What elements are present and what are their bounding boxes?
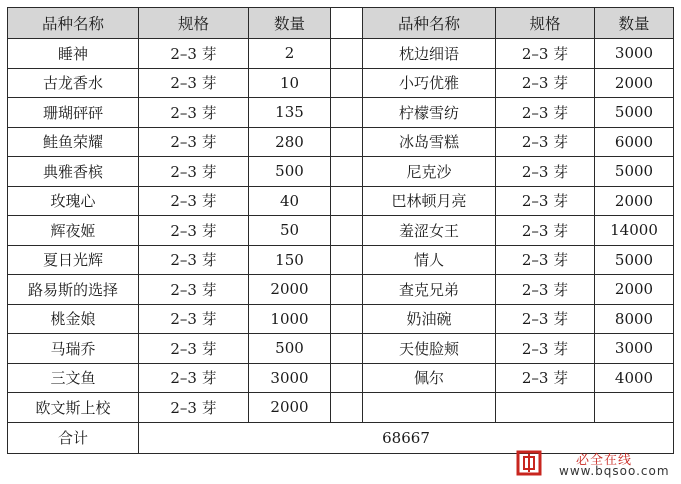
- table-row: [8, 334, 674, 364]
- watermark-url: www.bqsoo.com: [559, 464, 670, 478]
- header-spec: 规格: [139, 8, 249, 39]
- column-gap: [331, 363, 363, 393]
- table-row: [8, 157, 674, 187]
- table-row: [8, 363, 674, 393]
- quantity-cell: 150: [249, 245, 331, 275]
- spec-cell: 2–3 芽: [139, 393, 249, 423]
- spec-cell: 2–3 芽: [496, 157, 595, 187]
- header-variety-name: 品种名称: [363, 8, 496, 39]
- spec-cell: 2–3 芽: [139, 127, 249, 157]
- table-row: [8, 127, 674, 157]
- table-row: [8, 216, 674, 246]
- variety-name-cell: 奶油碗: [363, 304, 496, 334]
- variety-name-cell: 马瑞乔: [8, 334, 139, 364]
- variety-name-cell: 巴林顿月亮: [363, 186, 496, 216]
- column-gap: [331, 157, 363, 187]
- header-variety-name: 品种名称: [8, 8, 139, 39]
- variety-name-cell: 三文鱼: [8, 363, 139, 393]
- column-gap: [331, 393, 363, 423]
- table-row: [8, 186, 674, 216]
- variety-quantity-table: [7, 7, 674, 454]
- variety-name-cell: 查克兄弟: [363, 275, 496, 305]
- quantity-cell: 8000: [595, 304, 674, 334]
- variety-name-cell: 小巧优雅: [363, 68, 496, 98]
- variety-name-cell: 天使脸颊: [363, 334, 496, 364]
- column-gap: [331, 245, 363, 275]
- quantity-cell: 3000: [595, 39, 674, 69]
- column-gap: [331, 304, 363, 334]
- spec-cell: 2–3 芽: [139, 334, 249, 364]
- quantity-cell: 3000: [595, 334, 674, 364]
- spec-cell: 2–3 芽: [139, 186, 249, 216]
- spec-cell: 2–3 芽: [139, 39, 249, 69]
- table-row: [8, 39, 674, 69]
- variety-name-cell: [363, 393, 496, 423]
- spec-cell: 2–3 芽: [496, 275, 595, 305]
- variety-name-cell: 典雅香槟: [8, 157, 139, 187]
- table-row: [8, 275, 674, 305]
- variety-name-cell: 欧文斯上校: [8, 393, 139, 423]
- total-value: 68667: [139, 422, 674, 453]
- quantity-cell: 10: [249, 68, 331, 98]
- quantity-cell: 2000: [249, 393, 331, 423]
- spec-cell: 2–3 芽: [139, 216, 249, 246]
- quantity-cell: 40: [249, 186, 331, 216]
- quantity-cell: 1000: [249, 304, 331, 334]
- header-quantity: 数量: [249, 8, 331, 39]
- variety-name-cell: 情人: [363, 245, 496, 275]
- quantity-cell: 500: [249, 334, 331, 364]
- spec-cell: 2–3 芽: [496, 68, 595, 98]
- spec-cell: 2–3 芽: [139, 363, 249, 393]
- variety-name-cell: 路易斯的选择: [8, 275, 139, 305]
- variety-name-cell: 桃金娘: [8, 304, 139, 334]
- header-spec: 规格: [496, 8, 595, 39]
- quantity-cell: 2: [249, 39, 331, 69]
- quantity-cell: 5000: [595, 98, 674, 128]
- spec-cell: 2–3 芽: [139, 157, 249, 187]
- variety-name-cell: 睡神: [8, 39, 139, 69]
- quantity-cell: 500: [249, 157, 331, 187]
- spec-cell: 2–3 芽: [496, 39, 595, 69]
- quantity-cell: 14000: [595, 216, 674, 246]
- variety-name-cell: 羞涩女王: [363, 216, 496, 246]
- site-logo-icon: [516, 450, 542, 476]
- spec-cell: 2–3 芽: [496, 363, 595, 393]
- variety-name-cell: 佩尔: [363, 363, 496, 393]
- spec-cell: 2–3 芽: [496, 304, 595, 334]
- quantity-cell: 4000: [595, 363, 674, 393]
- variety-name-cell: 辉夜姬: [8, 216, 139, 246]
- spec-cell: 2–3 芽: [496, 186, 595, 216]
- column-gap: [331, 275, 363, 305]
- table-row: [8, 304, 674, 334]
- quantity-cell: 2000: [595, 68, 674, 98]
- quantity-cell: 2000: [249, 275, 331, 305]
- column-gap: [331, 186, 363, 216]
- spec-cell: 2–3 芽: [496, 216, 595, 246]
- table-row: [8, 68, 674, 98]
- variety-name-cell: 冰岛雪糕: [363, 127, 496, 157]
- quantity-cell: 5000: [595, 245, 674, 275]
- quantity-cell: 280: [249, 127, 331, 157]
- spec-cell: 2–3 芽: [496, 98, 595, 128]
- table-row: [8, 98, 674, 128]
- column-gap: [331, 127, 363, 157]
- total-label: 合计: [8, 422, 139, 453]
- table-row: [8, 245, 674, 275]
- variety-name-cell: 玫瑰心: [8, 186, 139, 216]
- spec-cell: 2–3 芽: [139, 68, 249, 98]
- column-gap: [331, 39, 363, 69]
- watermark-title: 必全在线: [576, 453, 633, 468]
- spec-cell: 2–3 芽: [139, 98, 249, 128]
- quantity-cell: 5000: [595, 157, 674, 187]
- variety-name-cell: 夏日光辉: [8, 245, 139, 275]
- header-quantity: 数量: [595, 8, 674, 39]
- variety-name-cell: 鲑鱼荣耀: [8, 127, 139, 157]
- table-row: [8, 393, 674, 423]
- quantity-cell: 2000: [595, 186, 674, 216]
- quantity-cell: 6000: [595, 127, 674, 157]
- spec-cell: 2–3 芽: [139, 304, 249, 334]
- variety-name-cell: 柠檬雪纺: [363, 98, 496, 128]
- spec-cell: 2–3 芽: [496, 334, 595, 364]
- site-watermark: [516, 449, 676, 479]
- column-gap: [331, 216, 363, 246]
- quantity-cell: 3000: [249, 363, 331, 393]
- spec-cell: 2–3 芽: [139, 245, 249, 275]
- column-gap: [331, 98, 363, 128]
- variety-name-cell: 珊瑚砰砰: [8, 98, 139, 128]
- variety-name-cell: 枕边细语: [363, 39, 496, 69]
- column-gap: [331, 8, 363, 39]
- quantity-cell: 135: [249, 98, 331, 128]
- spec-cell: 2–3 芽: [139, 275, 249, 305]
- variety-name-cell: 古龙香水: [8, 68, 139, 98]
- spec-cell: 2–3 芽: [496, 245, 595, 275]
- variety-name-cell: 尼克沙: [363, 157, 496, 187]
- spec-cell: 2–3 芽: [496, 127, 595, 157]
- header-row: [8, 8, 674, 39]
- quantity-cell: 50: [249, 216, 331, 246]
- quantity-cell: 2000: [595, 275, 674, 305]
- column-gap: [331, 68, 363, 98]
- spec-cell: [496, 393, 595, 423]
- quantity-cell: [595, 393, 674, 423]
- column-gap: [331, 334, 363, 364]
